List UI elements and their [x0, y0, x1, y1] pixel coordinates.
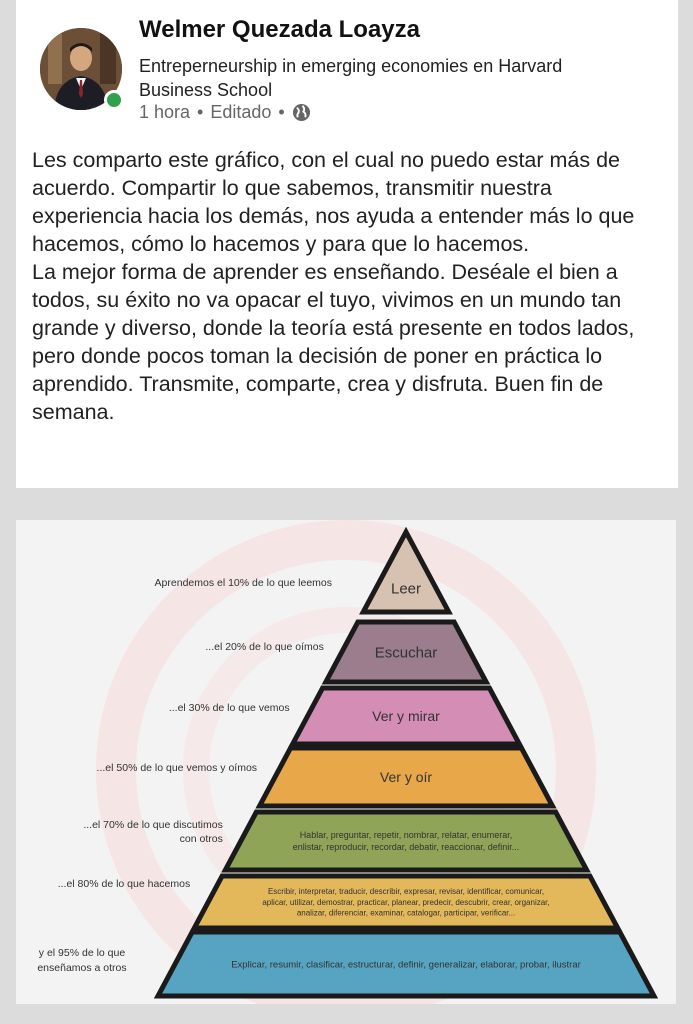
meta-separator-dot: •	[197, 102, 204, 122]
post-card	[16, 0, 678, 488]
pyramid-level-label: ...el 20% de lo que oímos	[205, 641, 324, 653]
author-name[interactable]: Welmer Quezada Loayza	[139, 16, 420, 43]
pyramid-level-label: Aprendemos el 10% de lo que leemos	[154, 577, 332, 589]
pyramid-level-5	[83, 812, 586, 870]
pyramid-level-text: aplicar, utilizar, demostrar, practicar, planear, predecir, descubrir, crear, organizar,	[262, 897, 550, 907]
pyramid-level-text: Ver y oír	[379, 768, 433, 785]
pyramid-level-label: con otros	[179, 833, 223, 845]
pyramid-level-7	[37, 932, 654, 996]
post-time[interactable]: 1 hora	[139, 102, 191, 122]
pyramid-level-label: ...el 30% de lo que vemos	[168, 702, 290, 714]
pyramid-level-label: enseñamos a otros	[37, 962, 127, 974]
author-headline: Entreperneurship in emerging economies en Harvard Business School	[139, 56, 563, 100]
post-meta	[139, 102, 311, 123]
pyramid-level-label: ...el 50% de lo que vemos y oímos	[96, 762, 258, 774]
pyramid-level-label: ...el 70% de lo que discutimos	[83, 819, 223, 831]
pyramid-level-text: enlistar, reproducir, recordar, debatir, reaccionar, definir...	[292, 842, 520, 853]
meta-separator-dot: •	[278, 102, 285, 122]
pyramid-level-text: Ver y mirar	[372, 707, 440, 724]
globe-icon	[292, 103, 311, 122]
pyramid-level-4	[97, 748, 553, 806]
pyramid-level-text: Hablar, preguntar, repetir, nombrar, relatar, enumerar,	[299, 830, 513, 841]
online-status-indicator	[104, 90, 124, 110]
pyramid-level-text: Explicar, resumir, clasificar, estructurar, definir, generalizar, elaborar, probar, ilustrar	[231, 959, 581, 971]
pyramid-level-label: y el 95% de lo que	[38, 947, 126, 959]
pyramid-level-text: Escuchar	[374, 644, 438, 662]
learning-pyramid	[16, 520, 676, 1004]
pyramid-infographic[interactable]	[16, 520, 676, 1004]
pyramid-level-text: Escribir, interpretar, traducir, describir, expresar, revisar, identificar, comunicar,	[267, 887, 545, 896]
post-text: Les comparto este gráfico, con el cual no puedo estar más de acuerdo. Compartir lo que sabemos, transmitir nuestra experiencia hacia los demás, nos ayuda a entender más lo que hacemos, cómo lo hacemos y para que lo hacemos. La mejor forma de aprender es enseñando. Deséale el bien a todos, su éxito no va opacar el tuyo, vivimos en un mundo tan grande y diverso, donde la teoría está presente en todos lados, pero donde pocos toman la decisión de poner en práctica lo aprendido. Transmite, comparte, crea y disfruta. Buen fin de semana.	[32, 148, 635, 424]
pyramid-level-text: analizar, diferenciar, examinar, catalogar, participar, verificar...	[296, 908, 516, 918]
edited-label: Editado	[210, 102, 272, 122]
pyramid-level-text: Leer	[390, 580, 422, 598]
pyramid-level-label: ...el 80% de lo que hacemos	[57, 878, 191, 890]
